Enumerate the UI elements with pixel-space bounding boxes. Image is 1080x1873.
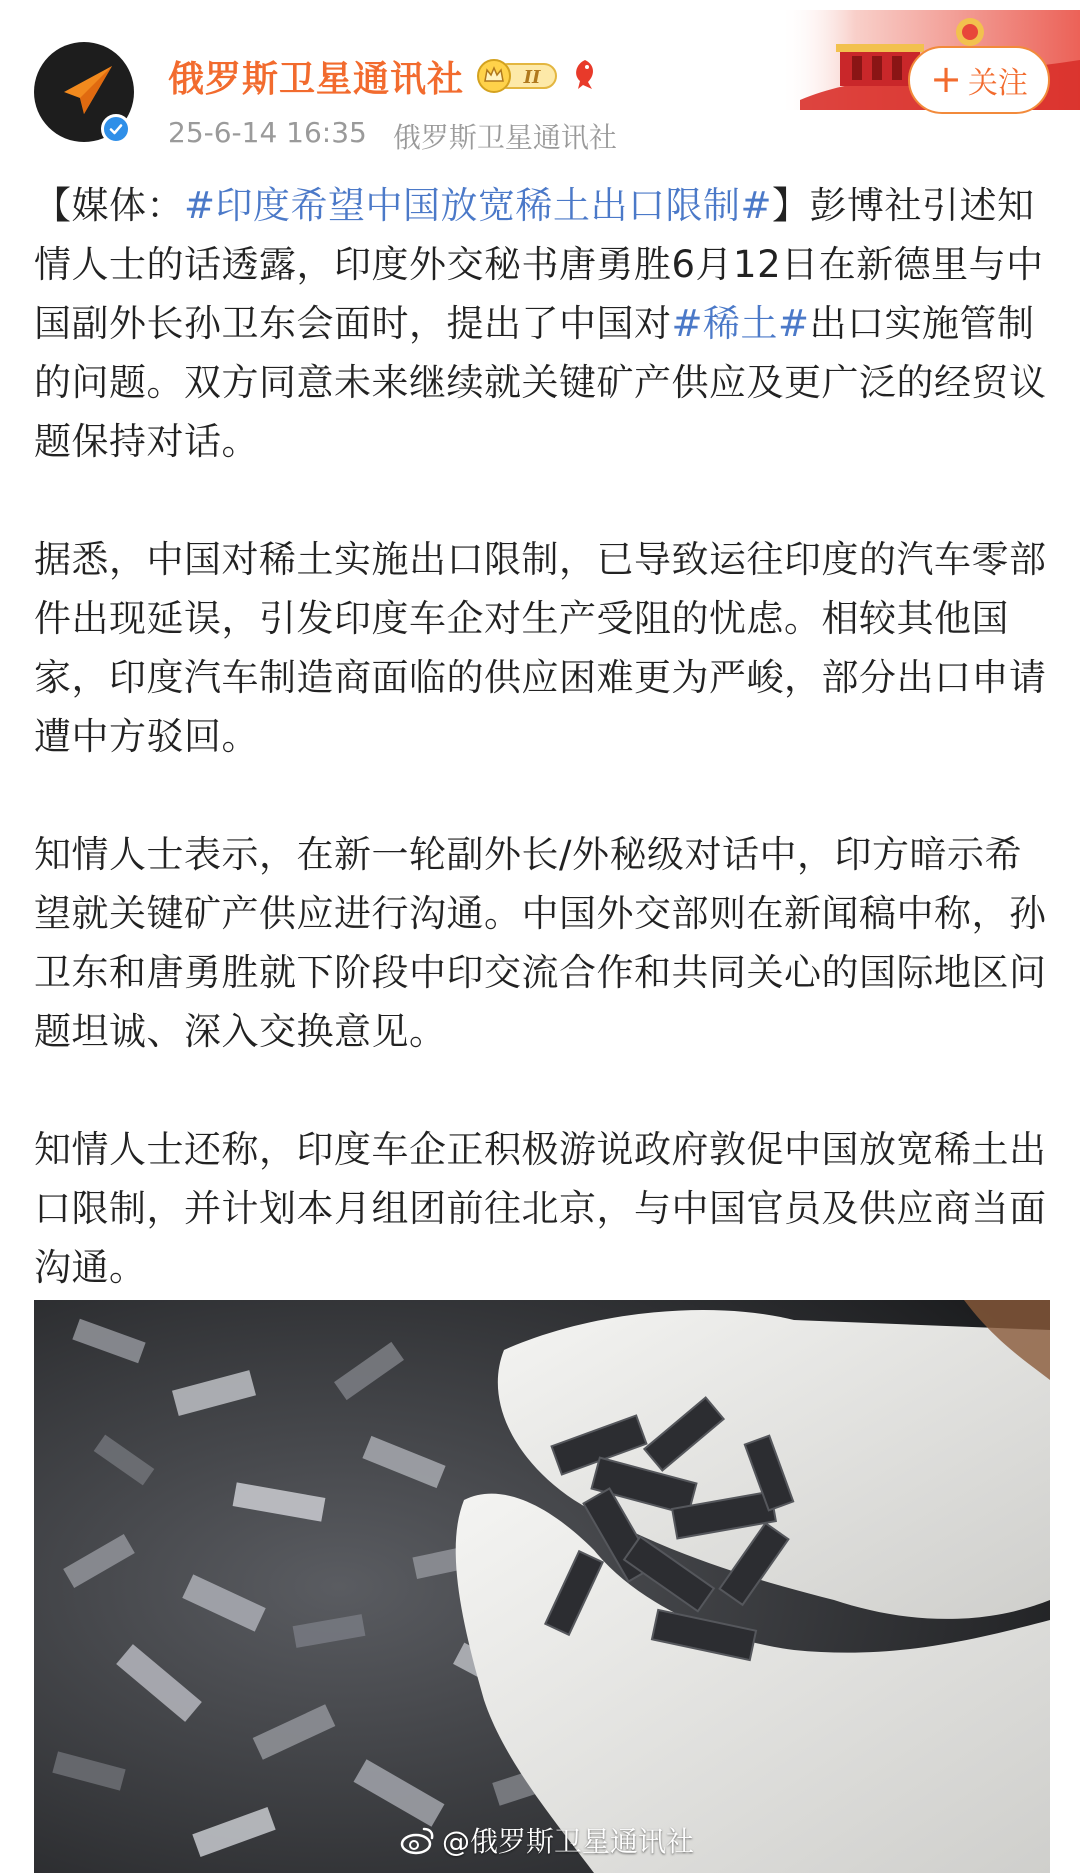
weibo-logo-icon [400,1825,436,1855]
plus-icon: + [930,57,962,101]
paragraph-prefix: 【媒体： [34,184,184,227]
badge-level-text: II [523,67,541,88]
rare-earth-magnets-photo [34,1300,1050,1873]
watermark-text: @俄罗斯卫星通讯社 [442,1825,695,1858]
post-timestamp: 25-6-14 16:35 [168,116,367,149]
paragraph-text: 】彭博社引述知情人士的话透露，印度外交秘书唐勇胜6月12日在新德里与中国副外长孙卫东会面时，提出了中国对 [34,184,1044,345]
post-paragraph-4: 知情人士还称，印度车企正积极游说政府敦促中国放宽稀土出口限制，并计划本月组团前往北京，与中国官员及供应商当面沟通。 [34,1128,1047,1289]
post-paragraph-1 [34,176,1050,471]
topic-link-rare-earth[interactable]: #稀土# [671,302,810,345]
crown-level-badge-icon[interactable] [476,58,560,94]
koi-fish-icon [570,56,600,96]
account-name[interactable]: 俄罗斯卫星通讯社 [168,58,465,100]
verified-icon [101,114,131,144]
post-body [34,176,1050,1297]
post-source: 俄罗斯卫星通讯社 [392,121,617,154]
post-paragraph-3: 知情人士表示，在新一轮副外长/外秘级对话中，印方暗示希望就关键矿产供应进行沟通。中国外交部则在新闻稿中称，孙卫东和唐勇胜就下阶段中印交流合作和共同关心的国际地区问题坦诚、深入交换意见。 [34,833,1047,1053]
topic-link-india-rare-earth[interactable]: #印度希望中国放宽稀土出口限制# [184,184,773,227]
paragraph-text: 出口实施管制的问题。双方同意未来继续就关键矿产供应及更广泛的经贸议题保持对话。 [34,302,1047,463]
post-image[interactable] [34,1300,1050,1873]
post-paragraph-2: 据悉，中国对稀土实施出口限制，已导致运往印度的汽车零部件出现延误，引发印度车企对生产受阻的忧虑。相较其他国家，印度汽车制造商面临的供应困难更为严峻，部分出口申请遭中方驳回。 [34,538,1047,758]
post-header [0,0,1080,160]
weibo-watermark [400,1820,694,1860]
follow-button[interactable] [908,46,1050,114]
name-row [168,48,600,104]
post-meta [168,116,617,156]
follow-label: 关注 [967,66,1028,101]
